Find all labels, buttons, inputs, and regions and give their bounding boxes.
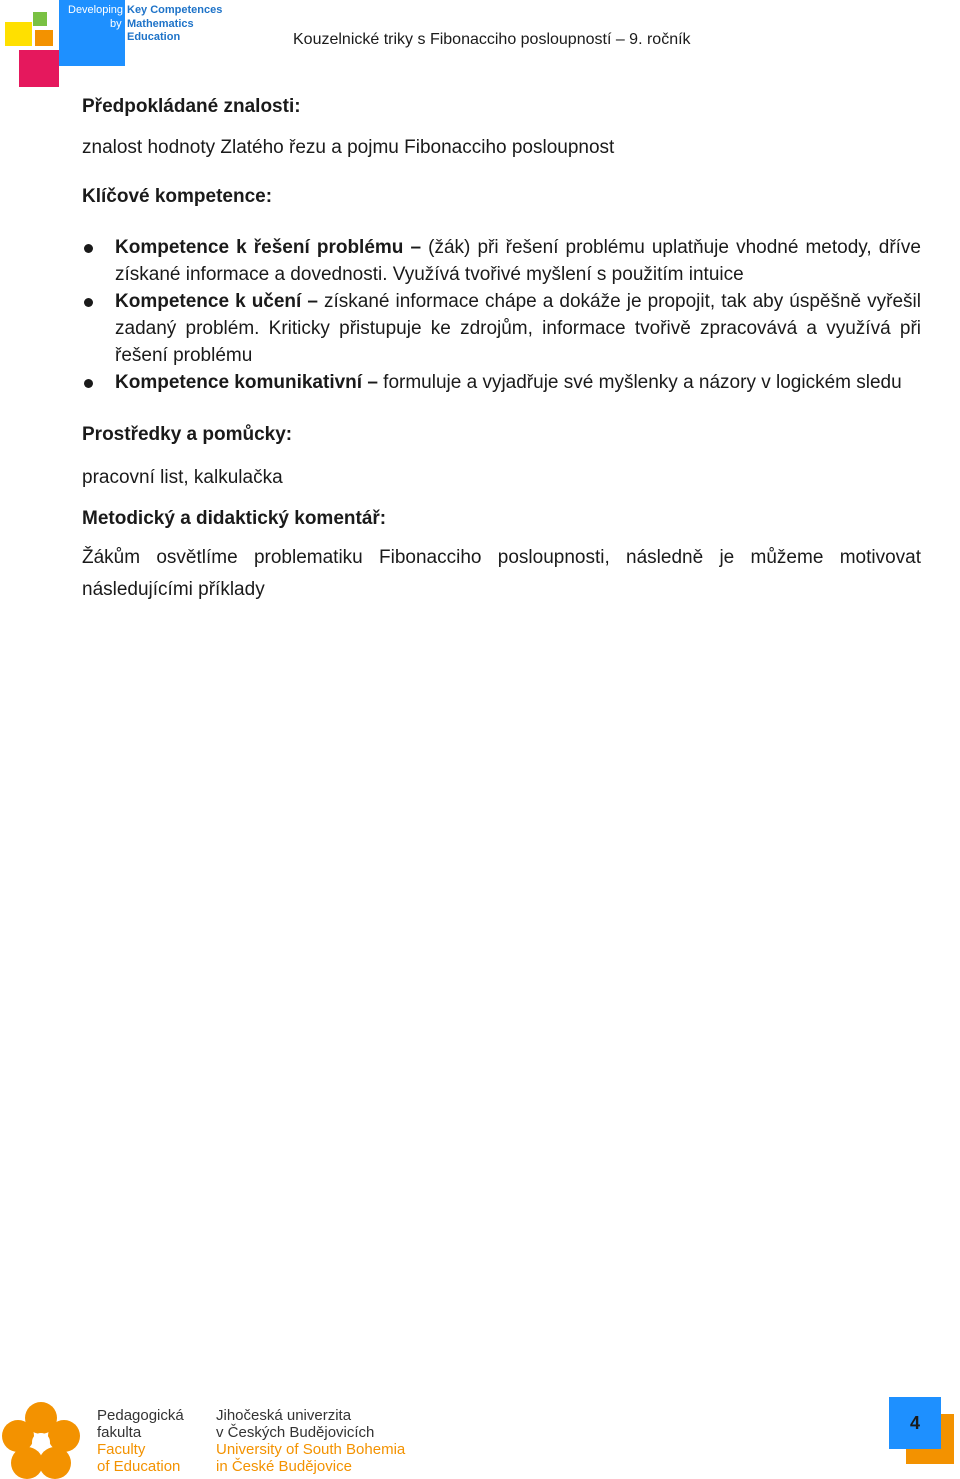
knowledge-heading: Předpokládané znalosti: bbox=[82, 96, 301, 117]
list-item bbox=[82, 288, 921, 369]
bullet-icon bbox=[84, 298, 93, 307]
university-en-line1: University of South Bohemia bbox=[216, 1441, 406, 1458]
page-number: 4 bbox=[889, 1397, 941, 1449]
faculty-cz-line2: fakulta bbox=[97, 1424, 142, 1441]
logo-square-yellow bbox=[5, 22, 32, 46]
competence-text: formuluje a vyjadřuje své myšlenky a názory v logickém sledu bbox=[377, 372, 902, 393]
university-cz-line2: v Českých Budějovicích bbox=[216, 1424, 375, 1441]
logo-square-magenta bbox=[19, 50, 59, 87]
tools-heading: Prostředky a pomůcky: bbox=[82, 424, 293, 445]
logo-square-orange bbox=[35, 30, 53, 46]
competences-heading: Klíčové kompetence: bbox=[82, 186, 273, 207]
header-logo bbox=[0, 0, 230, 90]
competence-title: Kompetence k řešení problému – bbox=[115, 237, 422, 258]
competences-list bbox=[82, 234, 921, 396]
faculty-en-line1: Faculty bbox=[97, 1441, 146, 1458]
competence-title: Kompetence k učení – bbox=[115, 291, 318, 312]
logo-square-green bbox=[33, 12, 47, 26]
logo-word-by: by bbox=[110, 18, 122, 30]
university-name bbox=[216, 1407, 405, 1475]
method-heading: Metodický a didaktický komentář: bbox=[82, 508, 387, 529]
logo-word-developing: Developing bbox=[68, 4, 124, 16]
logo-word-key-competences: Key Competences bbox=[127, 4, 223, 16]
main-content bbox=[82, 96, 921, 606]
university-cz-line1: Jihočeská univerzita bbox=[216, 1407, 352, 1424]
bullet-icon bbox=[84, 244, 93, 253]
university-en-line2: in České Budějovice bbox=[216, 1458, 352, 1475]
knowledge-text: znalost hodnoty Zlatého řezu a pojmu Fibonacciho posloupnost bbox=[82, 137, 615, 158]
list-item bbox=[82, 234, 921, 288]
faculty-cz-line1: Pedagogická bbox=[97, 1407, 184, 1424]
competence-text: získané informace chápe a dokáže je propojit, tak aby úspěšně vyřešil zadaný problém. Kriticky přistupuje ke zdrojům, informace tvořivě zpracovává a využívá při řešení problému bbox=[115, 291, 921, 366]
flower-logo-icon bbox=[0, 1400, 82, 1479]
tools-text: pracovní list, kalkulačka bbox=[82, 467, 283, 488]
faculty-name bbox=[97, 1407, 184, 1475]
logo-word-education: Education bbox=[127, 31, 181, 43]
bullet-icon bbox=[84, 379, 93, 388]
header-title: Kouzelnické triky s Fibonacciho posloupností – 9. ročník bbox=[293, 31, 691, 48]
logo-word-mathematics: Mathematics bbox=[127, 18, 194, 30]
faculty-en-line2: of Education bbox=[97, 1458, 181, 1475]
list-item bbox=[82, 369, 921, 396]
competence-text: (žák) při řešení problému uplatňuje vhodné metody, dříve získané informace a dovednosti. Využívá tvořivé myšlení s použitím intuice bbox=[115, 237, 921, 285]
competence-title: Kompetence komunikativní – bbox=[115, 372, 378, 393]
method-text: Žákům osvětlíme problematiku Fibonacciho posloupnosti, následně je můžeme motivovat následujícími příklady bbox=[82, 547, 921, 600]
